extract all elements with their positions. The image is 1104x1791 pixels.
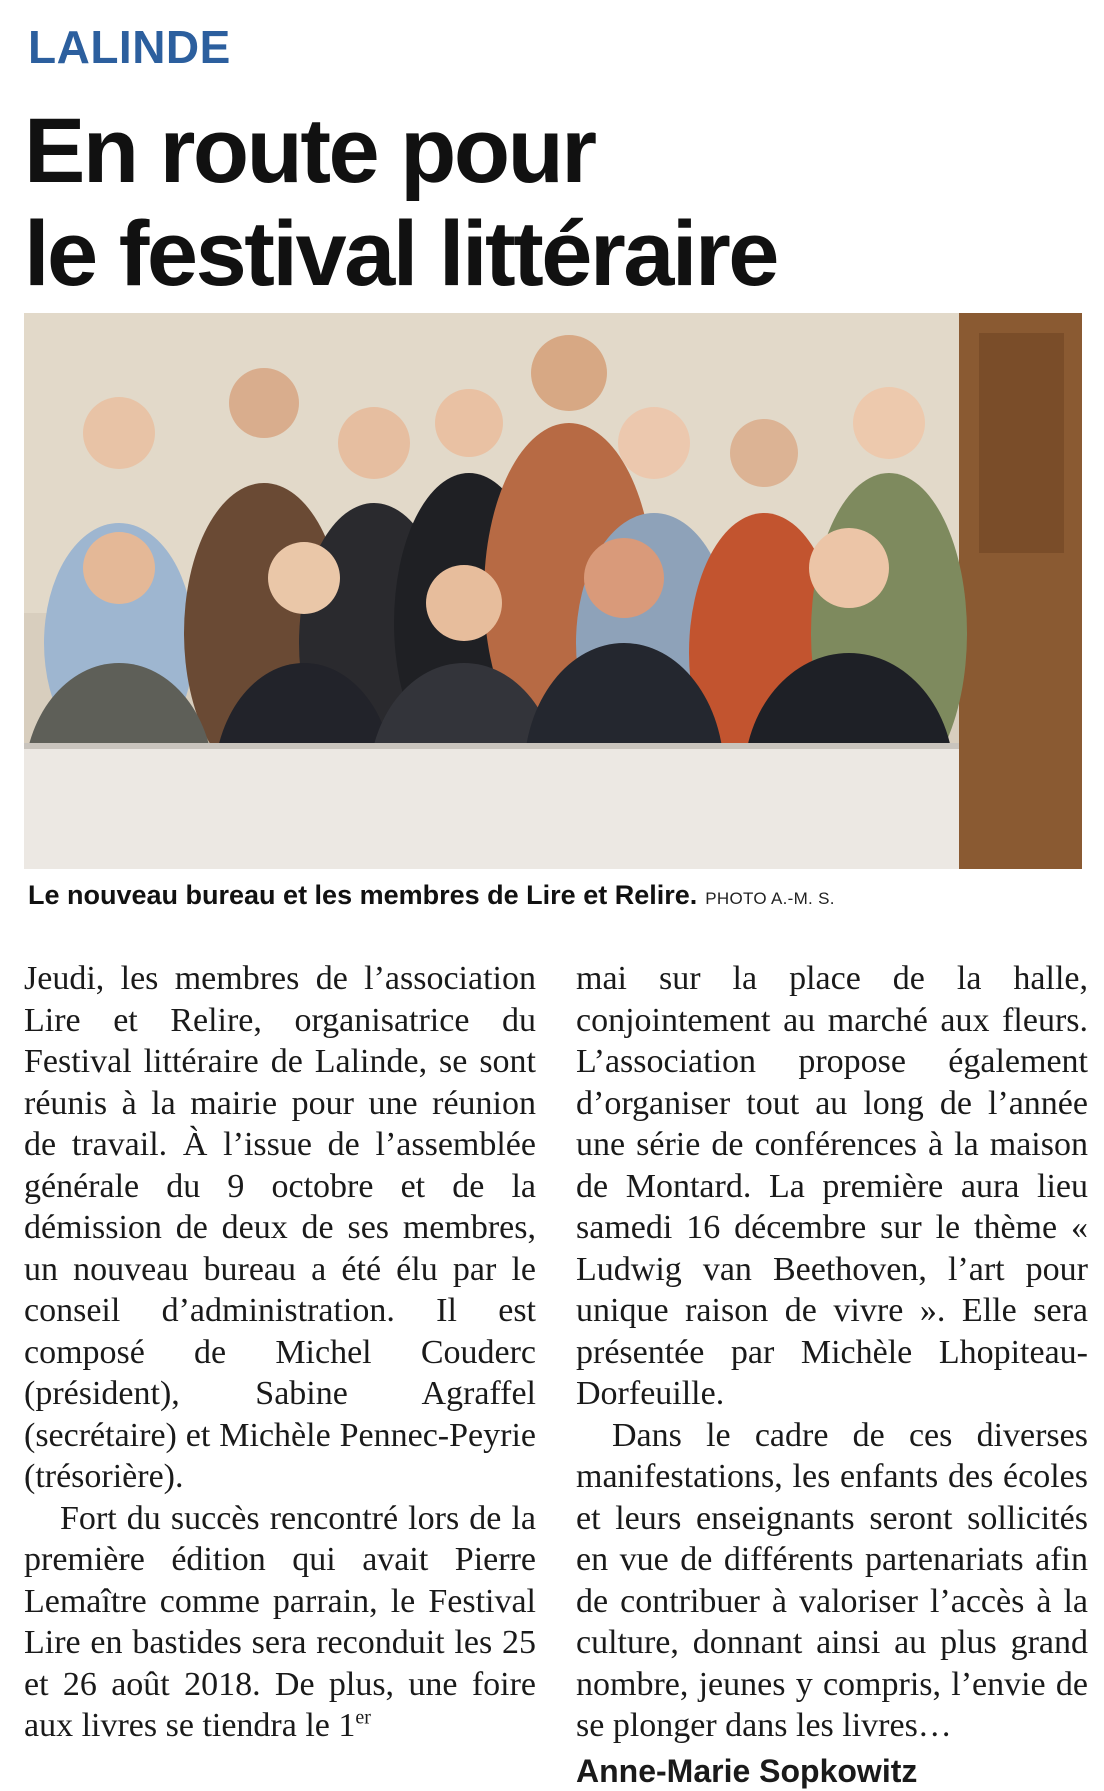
headline-line-1: En route pour [24,100,595,202]
paragraph-2-part-2: mai sur la place de la halle, conjointement au marché aux fleurs. L’association propose également d’organiser tout au long de l’année une série de conférences à la maison de Montard. La première aura lieu samedi 16 décembre sur le thème « Ludwig van Beethoven, l’art pour unique raison de vivre ». Elle sera présentée par Michèle Lhopiteau-Dorfeuille. [576,960,1088,1412]
photo-caption-row [28,880,835,911]
article-column-right [576,958,1088,1791]
paragraph-2-part-1: Fort du succès rencontré lors de la première édition qui avait Pierre Lemaître comme parrain, le Festival Lire en bastides sera reconduit les 25 et 26 août 2018. De plus, une foire aux livres se tiendra le 1 [24,1499,536,1744]
author-byline: Anne-Marie Sopkowitz [576,1752,918,1789]
group-photo [24,313,1082,869]
section-rubric: LALINDE [28,21,231,73]
headline-line-2: le festival littéraire [24,203,777,305]
photo-caption: Le nouveau bureau et les membres de Lire et Relire. [28,880,698,910]
headline [24,100,1084,306]
ordinal-superscript: er [355,1706,371,1729]
paragraph-2-start [24,1498,536,1747]
paragraph-3: Dans le cadre de ces diverses manifestations, les enfants des écoles et leurs enseignants seront sollicités en vue de différents partenariats afin de contribuer à valoriser l’accès à la culture, donnant ainsi au plus grand nombre, jeunes y compris, l’envie de se plonger dans les livres… [576,1416,1088,1744]
article-column-left [24,958,536,1747]
paragraph-1: Jeudi, les membres de l’association Lire et Relire, organisatrice du Festival littéraire de Lalinde, se sont réunis à la mairie pour une réunion de travail. À l’issue de l’assemblée générale du 9 octobre et de la démission de deux de ses membres, un nouveau bureau a été élu par le conseil d’administration. Il est composé de Michel Couderc (président), Sabine Agraffel (secrétaire) et Michèle Pennec-Peyrie (trésorière). [24,960,536,1495]
photo-credit: PHOTO A.-M. S. [705,889,835,908]
